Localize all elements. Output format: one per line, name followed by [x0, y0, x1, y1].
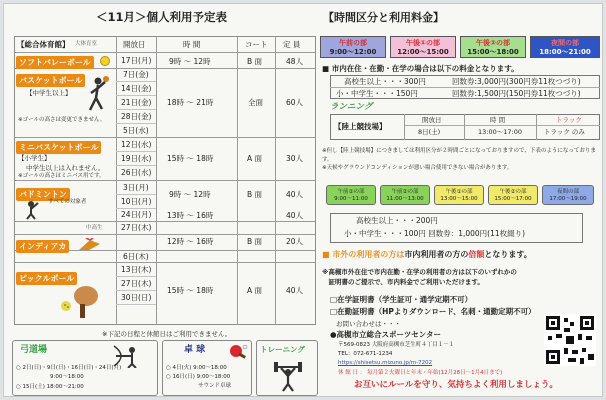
time-cell: 9時 ～ 12時 [169, 190, 211, 199]
time-cell: 15時 ～ 18時 [167, 286, 214, 295]
indiaca-label: インディアカ [16, 240, 69, 253]
athletic-time-header: 時 間 [490, 116, 506, 124]
takkyu-label: 卓 球 [184, 345, 206, 355]
closing-message: お互いにルールを守り、気持ちよく利用しましょう。 [354, 380, 558, 390]
date-cell: 30日(日) [121, 293, 152, 302]
court-cell: B 面 [247, 57, 263, 66]
weightlifter-icon [272, 360, 304, 392]
time-header: 時 間 [183, 40, 201, 49]
left-footnote: ※下記の日程と休館日はご利用できません。 [102, 330, 232, 338]
outside-user-line: ■ 市外の利用者の方は市内利用者の方の倍額となります。 [322, 250, 532, 259]
slot-morning: 午前の部 9:00～12:00 [320, 36, 386, 58]
minibasket-restriction: 中学生以上は入れません。 [26, 164, 105, 172]
athletic-date: 8日(土) [418, 128, 441, 136]
date-cell: 10日(月) [121, 197, 152, 206]
kyudo-evening: ○ 15日(土) 18:00～21:00 [16, 384, 84, 390]
kyudo-dates: ○ 2日(日)・9日(日)・16日(日)・24日(月) [16, 365, 122, 371]
date-cell: 13日(木) [121, 265, 152, 274]
time-cell: 13時 ～ 16時 [167, 211, 214, 220]
slot-evening: 夜間の部 18:00～21:00 [530, 36, 600, 58]
athletic-fee-child: 小・中学生・・・100円 回数券：1,000円(11枚綴り) [344, 229, 526, 238]
date-cell: 21日(金) [121, 98, 152, 107]
date-cell: 5日(水) [123, 126, 149, 135]
date-cell: 28日(金) [121, 112, 152, 121]
athletic-slot-3: 午後①の部 13:00～15:00 [434, 185, 484, 205]
time-cell: 9時 ～ 12時 [169, 57, 211, 66]
date-header: 開放日 [123, 40, 146, 49]
website-link[interactable]: https://shisetsu.mizuno.jp/m-7202 [338, 360, 433, 366]
indiaca-icon [76, 237, 106, 251]
court-cell: B 面 [247, 237, 263, 246]
volleyball-icon [100, 56, 110, 66]
capacity-cell: 48人 [286, 57, 304, 66]
center-name: ●高槻市立総合スポーツセンター [330, 330, 441, 339]
athletic-slot-5: 夜間の部 17:00～19:00 [542, 185, 594, 205]
athletic-time: 13:00～17:00 [478, 128, 522, 136]
basketball-player-icon [84, 76, 110, 114]
badminton-player-icon [22, 200, 44, 220]
basketball-note: ※ゴールの高さは変更できません。 [18, 117, 106, 123]
training-label: トレーニング [260, 345, 305, 354]
fee-intro: ■ 市内在住・在勤・在学の場合は以下の料金となります。 [322, 64, 519, 73]
date-cell: 26日(水) [121, 168, 152, 177]
date-cell: 17日(月) [121, 56, 152, 65]
flyer [3, 3, 603, 397]
ticket-adult: 回数券:3,000円(300円券11枚つづり) [452, 77, 581, 86]
basketball-target: 【中学生以上】 [26, 89, 72, 97]
fee-child: 小・中学生・・・150円 [336, 89, 418, 98]
court-cell: 全面 [248, 98, 263, 107]
court-header: コート [245, 40, 268, 49]
date-cell: 14日(金) [121, 84, 152, 93]
date-cell: 27日(木) [121, 279, 152, 288]
athletic-slot-4: 午後②の部 15:00～17:00 [488, 185, 538, 205]
badminton-target-teens: 中高生 [86, 225, 103, 231]
athletic-slot-2: 午前②の部 11:00～13:00 [380, 185, 430, 205]
pickleball-icon [48, 284, 110, 320]
time-cell: 18時 ～ 21時 [167, 98, 214, 107]
minibasket-label: ミニバスケットボール [16, 141, 101, 154]
capacity-cell: 40人 [286, 286, 304, 295]
running-label: ランニング [330, 102, 373, 112]
takkyu-date2: ○ 16日(日) 9:00～18:00 [166, 374, 231, 380]
capacity-cell: 20人 [286, 237, 304, 246]
athletic-facility: 【陸上競技場】 [334, 122, 387, 131]
badminton-label: バドミントン [16, 188, 70, 201]
facility-header: 【総合体育館】 [17, 40, 70, 49]
minibasket-target: 【小学生】 [18, 154, 51, 162]
time-cell: 15時 ～ 18時 [167, 154, 214, 163]
athletic-date-header: 開放日 [422, 116, 442, 124]
softvolley-label: ソフトバレーボール [16, 56, 94, 69]
address: 〒569-0823 大阪府高槻市芝生町４丁目１－１ [338, 342, 455, 348]
capacity-cell: 40人 [286, 190, 304, 199]
capacity-header: 定 員 [283, 40, 301, 49]
pickleball-label: ピックルボール [16, 272, 77, 285]
athletic-track-header: トラック [556, 116, 582, 124]
pingpong-icon [228, 344, 248, 360]
date-cell: 19日(水) [121, 154, 152, 163]
athletic-fee-adult: 高校生以上・・・200円 [356, 216, 438, 225]
tel: TEL：072-671-1234 [338, 351, 393, 357]
date-cell: 7日(金) [123, 70, 149, 79]
capacity-cell: 30人 [286, 154, 304, 163]
date-cell: 27日(木) [121, 223, 152, 232]
badminton-target-all: すべての対象者 [48, 199, 87, 205]
athletic-note: ※但し【陸上競技場】につきましては利用区分が２時間ごとになっておりますので、下表のようになっております。 ※天候やグラウンドコンディションが悪い場合使用できない場合があります。 [322, 148, 596, 172]
takkyu-date1: ○ 4日(火) 9:00～18:00 [166, 365, 227, 371]
athletic-slot-1: 午前①の部 9:00～11:00 [326, 185, 376, 205]
left-title: ＜11月＞個人利用予定表 [96, 10, 228, 24]
court-cell: A 面 [247, 286, 263, 295]
athletic-track: トラック のみ [544, 128, 585, 136]
proof-worker: □在勤証明書（HPよりダウンロード、名刺・通勤定期不可） [330, 307, 536, 316]
qr-code-icon[interactable] [544, 314, 596, 366]
basketball-label: バスケットボール [16, 74, 85, 87]
slot-afternoon-1: 午後①の部 12:00～15:00 [390, 36, 456, 58]
capacity-cell: 60人 [286, 98, 304, 107]
slot-afternoon-2: 午後②の部 15:00～18:00 [460, 36, 526, 58]
fee-adult: 高校生以上・・・300円 [344, 77, 426, 86]
kyudo-label: 弓道場 [20, 345, 48, 355]
takkyu-sound: サウンド卓球 [198, 383, 232, 389]
room-header: 大体育室 [75, 41, 98, 47]
capacity-cell: 40人 [286, 211, 304, 220]
court-cell: A 面 [247, 154, 263, 163]
court-cell: B 面 [247, 190, 263, 199]
minibasket-note: ※ゴールの高さはミニバス用です。 [18, 173, 105, 179]
closed-days: 休 館 日 ： 毎月第２火曜日と年末・年始(12月28日～1月4日まで) [338, 370, 503, 376]
date-cell: 3日(月) [123, 183, 149, 192]
time-cell: 12時 ～ 16時 [167, 237, 214, 246]
right-title: 【時間区分と利用料金】 [323, 11, 444, 24]
kyudo-hours: 9:00～18:00 [50, 374, 84, 380]
proof-student: □在学証明書（学生証可・通学定期不可） [330, 295, 473, 304]
date-cell: 12日(水) [121, 140, 152, 149]
contact-question: お問い合わせは・・・ [336, 320, 401, 328]
date-cell: 6日(木) [123, 252, 149, 261]
date-cell: 24日(月) [121, 210, 152, 219]
ticket-child: 回数券:1,500円(150円券11枚つづり) [452, 89, 581, 98]
exemption-note: ※高槻市外在住で市内在勤・在学の利用者の方は以下のいずれかの 証明書のご提示で、市内料金でご利用いただけます。 [322, 268, 517, 286]
